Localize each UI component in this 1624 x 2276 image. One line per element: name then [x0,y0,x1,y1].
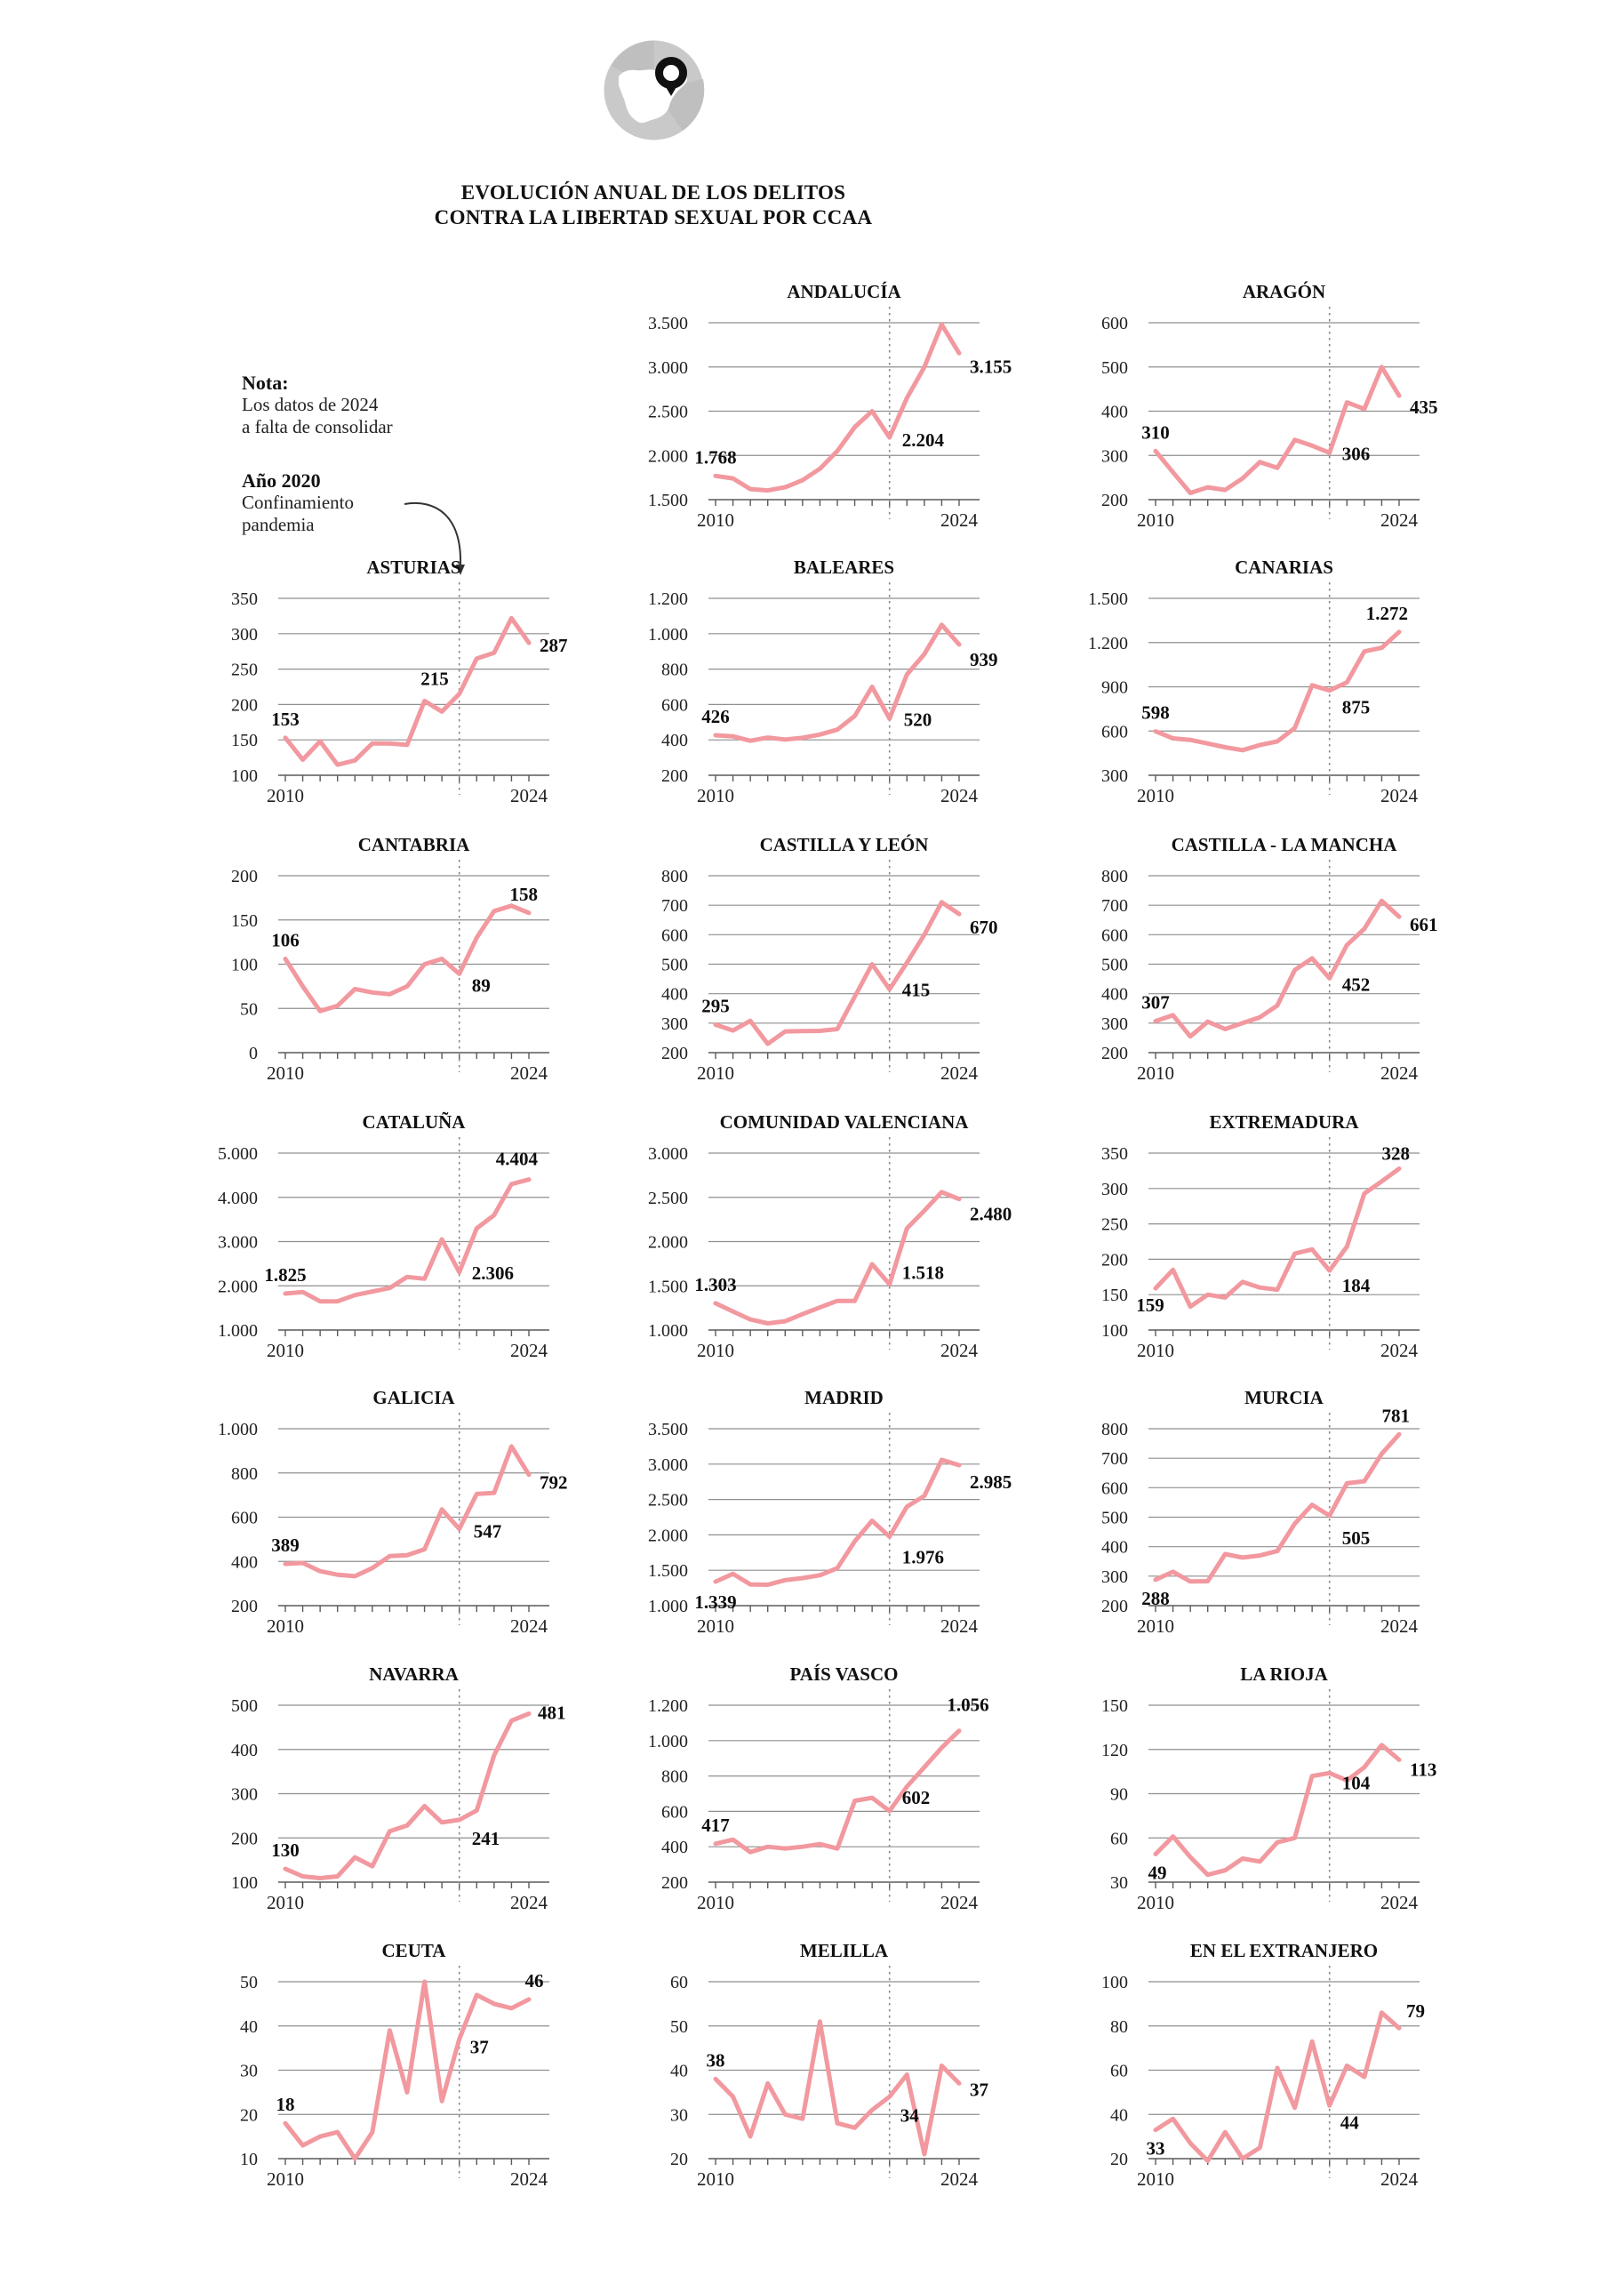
chart-svg-asturias [194,556,612,822]
value-label-start: 417 [701,1814,730,1836]
y-tick-label: 2.000 [648,1232,688,1253]
y-tick-label: 1.000 [218,1420,258,1439]
chart-title: CASTILLA - LA MANCHA [1171,834,1397,855]
value-label-start: 38 [706,2049,725,2072]
y-tick-label: 600 [231,1508,258,1528]
data-line [285,1714,529,1879]
value-label-start: 153 [271,708,300,730]
chart-asturias [194,556,612,822]
value-label-end: 46 [524,1969,544,1992]
x-label-end: 2024 [940,1615,978,1637]
chart-svg-melilla [624,1939,1042,2206]
value-label-start: 106 [271,929,300,951]
x-label-end: 2024 [510,2168,548,2190]
chart-svg-andalucia [624,280,1042,547]
value-label-covid: 452 [1341,974,1371,996]
data-line [1156,1434,1399,1582]
data-line [1156,1745,1399,1875]
chart-title: MURCIA [1244,1387,1324,1408]
y-tick-label: 2.500 [648,402,688,422]
x-label-start: 2010 [267,1340,304,1361]
chart-svg-extremadura [1064,1110,1482,1377]
y-tick-label: 100 [231,1873,258,1893]
chart-murcia [1064,1386,1482,1653]
value-label-covid: 89 [471,974,491,997]
x-label-end: 2024 [940,1062,978,1084]
x-label-start: 2010 [267,785,304,806]
y-tick-label: 60 [1110,1829,1128,1849]
note-2024 [242,372,464,438]
value-label-start: 1.825 [264,1263,307,1286]
value-label-end: 670 [970,917,998,939]
y-tick-label: 350 [231,589,258,609]
y-tick-label: 20 [1110,2150,1128,2169]
y-tick-label: 50 [240,999,258,1020]
value-label-covid: 505 [1341,1527,1371,1549]
y-tick-label: 1.500 [648,1277,688,1297]
chart-svg-en-el-extranjero [1064,1939,1482,2206]
y-tick-label: 5.000 [218,1144,258,1164]
value-label-start: 1.303 [694,1273,737,1295]
chart-svg-castilla-la-mancha [1064,833,1482,1100]
chart-svg-pais-vasco [624,1663,1042,1929]
chart-en-el-extranjero [1064,1939,1482,2206]
y-tick-label: 200 [1101,491,1128,510]
y-tick-label: 800 [661,660,688,680]
chart-svg-galicia [194,1386,612,1653]
y-tick-label: 300 [1101,1179,1128,1199]
value-label-start: 1.339 [694,1591,737,1614]
x-label-end: 2024 [1380,1062,1418,1084]
y-tick-label: 10 [240,2150,258,2169]
y-tick-label: 2.000 [218,1277,258,1297]
y-tick-label: 400 [661,984,688,1005]
y-tick-label: 1.200 [1088,633,1128,653]
y-tick-label: 200 [231,695,258,716]
chart-cataluna [194,1110,612,1377]
value-label-covid: 2.204 [901,429,944,451]
chart-svg-comunidad-valenciana [624,1110,1042,1377]
y-tick-label: 1.000 [648,1321,688,1341]
y-tick-label: 500 [661,955,688,975]
value-label-start: 130 [271,1839,300,1862]
value-label-start: 389 [271,1534,300,1556]
y-tick-label: 500 [1101,1508,1128,1528]
value-label-end: 2.480 [970,1203,1012,1225]
y-tick-label: 90 [1110,1784,1128,1805]
chart-svg-ceuta [194,1939,612,2206]
value-label-covid: 520 [903,709,932,731]
chart-title: COMUNIDAD VALENCIANA [719,1111,969,1133]
chart-svg-canarias [1064,556,1482,822]
y-tick-label: 300 [231,1784,258,1805]
y-tick-label: 40 [1110,2105,1128,2126]
data-line [1156,632,1399,750]
value-label-end: 792 [540,1471,568,1494]
value-label-start: 1.768 [694,446,737,469]
note-2024-head: Nota: [242,372,289,394]
y-tick-label: 400 [661,1838,688,1858]
chart-melilla [624,1939,1042,2206]
x-label-start: 2010 [1137,785,1174,806]
x-label-start: 2010 [1137,1340,1174,1361]
y-tick-label: 0 [249,1044,258,1063]
y-tick-label: 100 [1101,1321,1128,1341]
y-tick-label: 3.500 [648,1420,688,1439]
y-tick-label: 1.000 [648,624,688,645]
y-tick-label: 250 [231,660,258,680]
value-label-covid: 875 [1341,696,1371,718]
value-label-end: 481 [538,1702,566,1724]
x-label-end: 2024 [510,785,548,806]
y-tick-label: 200 [1101,1597,1128,1616]
x-label-start: 2010 [697,2168,734,2190]
chart-madrid [624,1386,1042,1653]
y-tick-label: 200 [1101,1044,1128,1063]
value-label-end: 37 [970,2079,988,2101]
y-tick-label: 30 [240,2061,258,2081]
value-label-end: 1.056 [947,1694,989,1716]
chart-svg-cantabria [194,833,612,1100]
x-label-end: 2024 [940,1892,978,1913]
chart-aragon [1064,280,1482,547]
chart-title: ARAGÓN [1242,281,1326,302]
chart-canarias [1064,556,1482,822]
y-tick-label: 2.500 [648,1188,688,1208]
chart-baleares [624,556,1042,822]
chart-castilla-la-mancha [1064,833,1482,1100]
page-title-line1: EVOLUCIÓN ANUAL DE LOS DELITOS [460,181,846,204]
data-line [716,902,959,1044]
chart-title: CEUTA [381,1940,446,1961]
chart-svg-baleares [624,556,1042,822]
data-line [285,906,529,1011]
y-tick-label: 700 [661,896,688,917]
data-line [285,1447,529,1576]
chart-ceuta [194,1939,612,2206]
x-label-start: 2010 [1137,509,1174,531]
chart-title: MELILLA [799,1940,889,1961]
x-label-start: 2010 [267,1062,304,1084]
chart-pais-vasco [624,1663,1042,1929]
x-label-end: 2024 [1380,785,1418,806]
y-tick-label: 40 [240,2016,258,2037]
x-label-start: 2010 [697,1340,734,1361]
x-label-end: 2024 [1380,1892,1418,1913]
chart-svg-navarra [194,1663,612,1929]
y-tick-label: 100 [1101,1973,1128,1992]
data-line [1156,367,1399,493]
x-label-end: 2024 [510,1340,548,1361]
chart-title: BALEARES [793,557,895,578]
y-tick-label: 200 [231,867,258,886]
x-label-start: 2010 [1137,1062,1174,1084]
chart-comunidad-valenciana [624,1110,1042,1377]
y-tick-label: 500 [1101,955,1128,975]
y-tick-label: 500 [1101,357,1128,378]
x-label-end: 2024 [1380,1340,1418,1361]
x-label-end: 2024 [940,2168,978,2190]
chart-castilla-y-leon [624,833,1042,1100]
y-tick-label: 600 [1101,722,1128,742]
x-label-start: 2010 [697,785,734,806]
value-label-start: 49 [1148,1862,1167,1884]
value-label-end: 287 [540,635,568,657]
y-tick-label: 300 [661,1014,688,1034]
publication-logo-icon [603,39,705,141]
y-tick-label: 50 [240,1973,258,1992]
x-label-start: 2010 [697,1615,734,1637]
chart-title: EN EL EXTRANJERO [1189,1940,1379,1961]
chart-title: EXTREMADURA [1209,1111,1359,1133]
value-label-end: 2.985 [970,1471,1012,1493]
chart-title: MADRID [804,1387,884,1408]
y-tick-label: 30 [670,2105,688,2126]
x-label-end: 2024 [510,1892,548,1913]
value-label-covid: 241 [471,1827,500,1849]
page-title-line2: CONTRA LA LIBERTAD SEXUAL POR CCAA [434,206,873,228]
y-tick-label: 1.500 [648,1561,688,1582]
chart-title: ASTURIAS [366,557,461,578]
chart-cantabria [194,833,612,1100]
value-label-covid: 44 [1340,2112,1359,2134]
x-label-start: 2010 [1137,2168,1174,2190]
y-tick-label: 3.000 [218,1232,258,1253]
page-title [320,180,987,230]
value-label-start: 310 [1141,421,1170,444]
y-tick-label: 600 [661,926,688,946]
y-tick-label: 400 [1101,984,1128,1005]
data-line [716,325,959,491]
y-tick-label: 50 [670,2016,688,2037]
y-tick-label: 400 [231,1740,258,1760]
y-tick-label: 100 [231,955,258,975]
value-label-covid: 184 [1341,1275,1371,1297]
value-label-end: 435 [1410,397,1438,419]
value-label-covid: 34 [900,2104,919,2127]
y-tick-label: 600 [1101,926,1128,946]
y-tick-label: 1.200 [648,589,688,609]
value-label-end: 328 [1381,1142,1410,1165]
value-label-covid: 1.518 [901,1262,944,1284]
chart-svg-madrid [624,1386,1042,1653]
y-tick-label: 20 [240,2105,258,2126]
data-line [716,2022,959,2154]
data-line [716,1192,959,1324]
chart-svg-murcia [1064,1386,1482,1653]
y-tick-label: 200 [1101,1250,1128,1270]
note-covid-line2: pandemia [242,514,315,535]
y-tick-label: 40 [670,2061,688,2081]
chart-svg-la-rioja [1064,1663,1482,1929]
y-tick-label: 300 [1101,1567,1128,1587]
chart-title: PAÍS VASCO [789,1663,899,1685]
value-label-covid: 104 [1341,1772,1371,1794]
value-label-start: 18 [276,2094,295,2116]
x-label-start: 2010 [1137,1892,1174,1913]
chart-la-rioja [1064,1663,1482,1929]
value-label-covid: 602 [901,1787,931,1809]
y-tick-label: 30 [1110,1873,1128,1893]
y-tick-label: 1.000 [218,1321,258,1341]
chart-svg-aragon [1064,280,1482,547]
x-label-start: 2010 [697,509,734,531]
y-tick-label: 800 [1101,867,1128,886]
y-tick-label: 20 [670,2150,688,2169]
chart-title: LA RIOJA [1240,1663,1328,1685]
y-tick-label: 150 [1101,1696,1128,1716]
y-tick-label: 200 [231,1597,258,1616]
value-label-end: 3.155 [970,356,1012,378]
value-label-end: 113 [1410,1759,1437,1781]
note-2024-line1: Los datos de 2024 [242,394,379,415]
value-label-start: 295 [701,995,730,1017]
value-label-covid: 415 [901,979,931,1001]
x-label-start: 2010 [267,2168,304,2190]
y-tick-label: 800 [1101,1420,1128,1439]
y-tick-label: 60 [670,1973,688,1992]
x-label-end: 2024 [1380,1615,1418,1637]
data-line [1156,901,1399,1037]
value-label-start: 307 [1141,991,1170,1014]
chart-title: NAVARRA [369,1663,459,1685]
y-tick-label: 4.000 [218,1188,258,1208]
x-label-start: 2010 [267,1615,304,1637]
y-tick-label: 150 [231,910,258,931]
note-covid-head: Año 2020 [242,469,321,492]
x-label-start: 2010 [697,1892,734,1913]
chart-title: ANDALUCÍA [787,281,901,302]
y-tick-label: 200 [661,1873,688,1893]
x-label-start: 2010 [697,1062,734,1084]
value-label-end: 661 [1410,914,1438,936]
value-label-end: 158 [509,883,538,905]
value-label-end: 4.404 [495,1148,538,1170]
y-tick-label: 150 [231,731,258,751]
x-label-end: 2024 [510,1615,548,1637]
y-tick-label: 3.500 [648,314,688,333]
chart-title: GALICIA [372,1387,455,1408]
value-label-covid: 306 [1341,443,1371,465]
y-tick-label: 800 [231,1463,258,1484]
chart-andalucia [624,280,1042,547]
y-tick-label: 350 [1101,1144,1128,1164]
value-label-start: 159 [1136,1294,1164,1317]
chart-title: CATALUÑA [362,1111,466,1133]
value-label-covid: 547 [473,1520,502,1543]
value-label-end: 1.272 [1365,602,1408,624]
data-line [1156,2013,1399,2161]
chart-navarra [194,1663,612,1929]
chart-svg-castilla-y-leon [624,833,1042,1100]
y-tick-label: 2.500 [648,1490,688,1511]
chart-svg-cataluna [194,1110,612,1377]
y-tick-label: 300 [1101,766,1128,786]
value-label-covid: 215 [420,668,449,690]
y-tick-label: 120 [1101,1740,1128,1760]
y-tick-label: 1.500 [1088,589,1128,609]
chart-title: CASTILLA Y LEÓN [759,834,929,855]
y-tick-label: 200 [661,1044,688,1063]
y-tick-label: 600 [1101,314,1128,333]
y-tick-label: 400 [661,731,688,751]
x-label-end: 2024 [940,785,978,806]
y-tick-label: 60 [1110,2061,1128,2081]
y-tick-label: 300 [1101,446,1128,467]
x-label-end: 2024 [510,1062,548,1084]
y-tick-label: 200 [661,766,688,786]
y-tick-label: 150 [1101,1286,1128,1306]
y-tick-label: 400 [1101,1537,1128,1558]
x-label-end: 2024 [940,509,978,531]
value-label-covid: 2.306 [471,1262,514,1285]
y-tick-label: 400 [1101,402,1128,422]
female-symbol-ring [660,61,684,85]
value-label-start: 33 [1146,2137,1165,2160]
x-label-end: 2024 [1380,509,1418,531]
value-label-end: 79 [1406,2000,1425,2023]
value-label-start: 426 [701,706,730,728]
y-tick-label: 1.200 [648,1696,688,1716]
value-label-end: 939 [970,648,998,670]
y-tick-label: 300 [1101,1014,1128,1034]
y-tick-label: 100 [231,766,258,786]
y-tick-label: 2.000 [648,1526,688,1546]
value-label-start: 288 [1141,1587,1170,1609]
note-covid-line1: Confinamiento [242,492,354,513]
y-tick-label: 1.500 [648,491,688,510]
y-tick-label: 1.000 [648,1597,688,1616]
note-2024-line2: a falta de consolidar [242,416,393,437]
y-tick-label: 700 [1101,896,1128,917]
y-tick-label: 3.000 [648,357,688,378]
y-tick-label: 80 [1110,2016,1128,2037]
y-tick-label: 300 [231,624,258,645]
y-tick-label: 900 [1101,677,1128,698]
y-tick-label: 2.000 [648,446,688,467]
value-label-start: 598 [1141,701,1170,724]
y-tick-label: 3.000 [648,1144,688,1164]
x-label-end: 2024 [1380,2168,1418,2190]
y-tick-label: 800 [661,1767,688,1787]
y-tick-label: 700 [1101,1449,1128,1470]
y-tick-label: 200 [231,1829,258,1849]
x-label-start: 2010 [1137,1615,1174,1637]
value-label-covid: 37 [469,2036,489,2058]
data-line [285,618,529,765]
x-label-end: 2024 [940,1340,978,1361]
chart-title: CANARIAS [1235,557,1333,578]
y-tick-label: 1.000 [648,1731,688,1751]
y-tick-label: 600 [661,1802,688,1823]
y-tick-label: 800 [661,867,688,886]
y-tick-label: 600 [661,695,688,716]
chart-title: CANTABRIA [357,834,470,855]
y-tick-label: 600 [1101,1479,1128,1499]
chart-galicia [194,1386,612,1653]
y-tick-label: 250 [1101,1214,1128,1235]
value-label-end: 781 [1381,1405,1410,1427]
y-tick-label: 3.000 [648,1455,688,1475]
y-tick-label: 400 [231,1552,258,1573]
chart-extremadura [1064,1110,1482,1377]
y-tick-label: 500 [231,1696,258,1716]
value-label-covid: 1.976 [901,1546,944,1568]
x-label-start: 2010 [267,1892,304,1913]
